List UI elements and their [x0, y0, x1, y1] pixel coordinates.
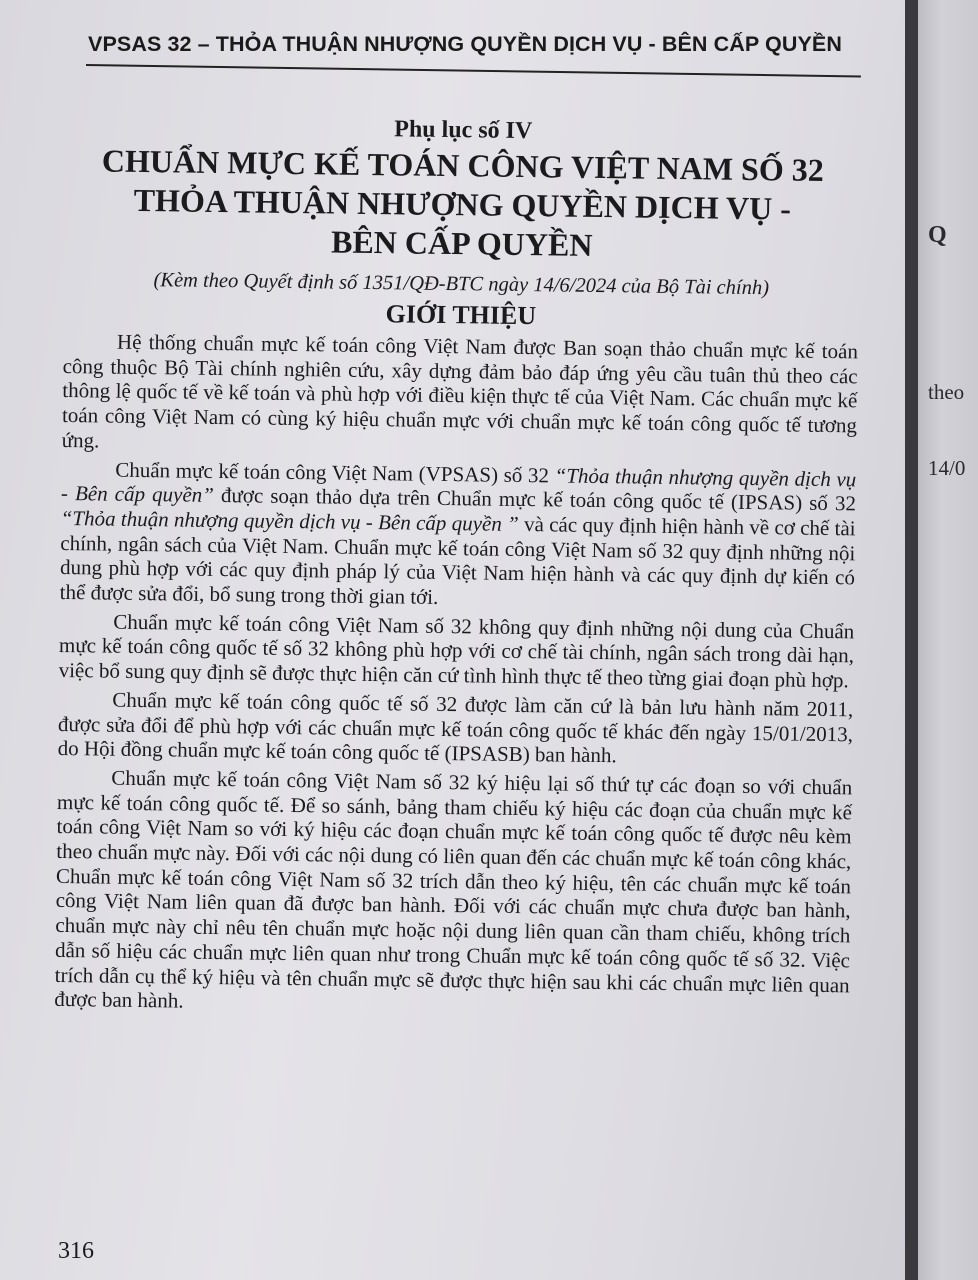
page-number: 316: [58, 1238, 94, 1264]
document-title: [64, 141, 860, 268]
title-line-1: CHUẨN MỰC KẾ TOÁN CÔNG VIỆT NAM SỐ 32: [101, 142, 824, 188]
section-heading: GIỚI THIỆU: [385, 299, 537, 331]
title-line-3: BÊN CẤP QUYỀN: [330, 223, 593, 263]
paragraph-2-part-1: Chuẩn mực kế toán công Việt Nam (VPSAS) số 32: [115, 457, 555, 487]
paragraph-1: Hệ thống chuẩn mực kế toán công Việt Nam được Ban soạn thảo chuẩn mực kế toán công thuộc Bộ Tài chính nghiên cứu, xây dựng đảm bảo đáp ứng yêu cầu tuân thủ theo các thông lệ quốc tế về kế toán và phù hợp với điều kiện thực tế của Việt Nam. Các chuẩn mực kế toán công Việt Nam có cùng ký hiệu chuẩn mực với chuẩn mực kế toán công quốc tế tương ứng.: [61, 329, 859, 453]
title-line-2: THỎA THUẬN NHƯỢNG QUYỀN DỊCH VỤ -: [133, 181, 792, 227]
standard-title-ipsas: “Thỏa thuận nhượng quyền dịch vụ - Bên cấp quyền ”: [60, 505, 519, 536]
page-content: [54, 112, 861, 1026]
paragraph-4: Chuẩn mực kế toán công quốc tế số 32 được làm căn cứ là bản lưu hành năm 2011, được sửa đổi để phù hợp với các chuẩn mực kế toán công quốc tế khác đến ngày 15/01/2013, do Hội đồng chuẩn mực kế toán công quốc tế (IPSASB) ban hành.: [57, 687, 854, 768]
adjacent-page-fragment-2: theo: [928, 380, 965, 404]
standard-title-vpsas: “Thỏa thuận nhượng quyền dịch vụ - Bên cấp quyền”: [60, 462, 857, 508]
paragraph-5: Chuẩn mực kế toán công Việt Nam số 32 ký hiệu lại số thứ tự các đoạn so với chuẩn mực kế toán công quốc tế. Để so sánh, bảng tham chiếu ký hiệu các đoạn của chuẩn mực kế toán công Việt Nam so với ký hiệu các đoạn chuẩn mực kế toán công quốc tế được nêu kèm theo chuẩn mực này. Đối với các nội dung có liên quan đến các chuẩn mực kế toán công khác, Chuẩn mực kế toán công Việt Nam số 32 trích dẫn theo ký hiệu, tên các chuẩn mực kế toán công Việt Nam liên quan đã được ban hành. Đối với các chuẩn mực chưa được ban hành, chuẩn mực này chỉ nêu tên chuẩn mực hoặc nội dung liên quan cần tham chiếu, không trích dẫn số hiệu các chuẩn mực liên quan như trong Chuẩn mực kế toán công quốc tế số 32. Việc trích dẫn cụ thể ký hiệu và tên chuẩn mực sẽ được thực hiện sau khi các chuẩn mực liên quan được ban hành.: [54, 765, 853, 1013]
paragraph-3: Chuẩn mực kế toán công Việt Nam số 32 không quy định những nội dung của Chuẩn mực kế toán công quốc tế số 32 không phù hợp với cơ chế tài chính, ngân sách trong dài hạn, việc bổ sung quy định sẽ được thực hiện căn cứ tình hình thực tế theo từng giai đoạn phù hợp.: [58, 609, 855, 693]
adjacent-page-edge: [918, 0, 978, 1280]
paragraph-2-part-2: được soạn thảo dựa trên Chuẩn mực kế toán công quốc tế (IPSAS) số 32: [213, 483, 857, 516]
adjacent-page-fragment-3: 14/0: [928, 456, 966, 480]
adjacent-page-fragment-1: Q: [928, 222, 947, 248]
appendix-label: Phụ lục số IV: [394, 116, 533, 145]
running-header: VPSAS 32 – THỎA THUẬN NHƯỢNG QUYỀN DỊCH VỤ - BÊN CẤP QUYỀN: [88, 32, 842, 56]
header-rule: [86, 64, 861, 77]
decision-note: (Kèm theo Quyết định số 1351/QĐ-BTC ngày 14/6/2024 của Bộ Tài chính): [153, 269, 770, 300]
paragraph-2-part-3: và các quy định hiện hành về cơ chế tài chính, ngân sách của Việt Nam. Chuẩn mực kế toán công Việt Nam số 32 quy định những nội dung phù hợp với các quy định pháp lý của Việt Nam hiện hành và các quy định dự kiến có thể được sửa đổi, bổ sung trong thời gian tới.: [59, 511, 856, 609]
paragraph-2: [60, 456, 857, 615]
